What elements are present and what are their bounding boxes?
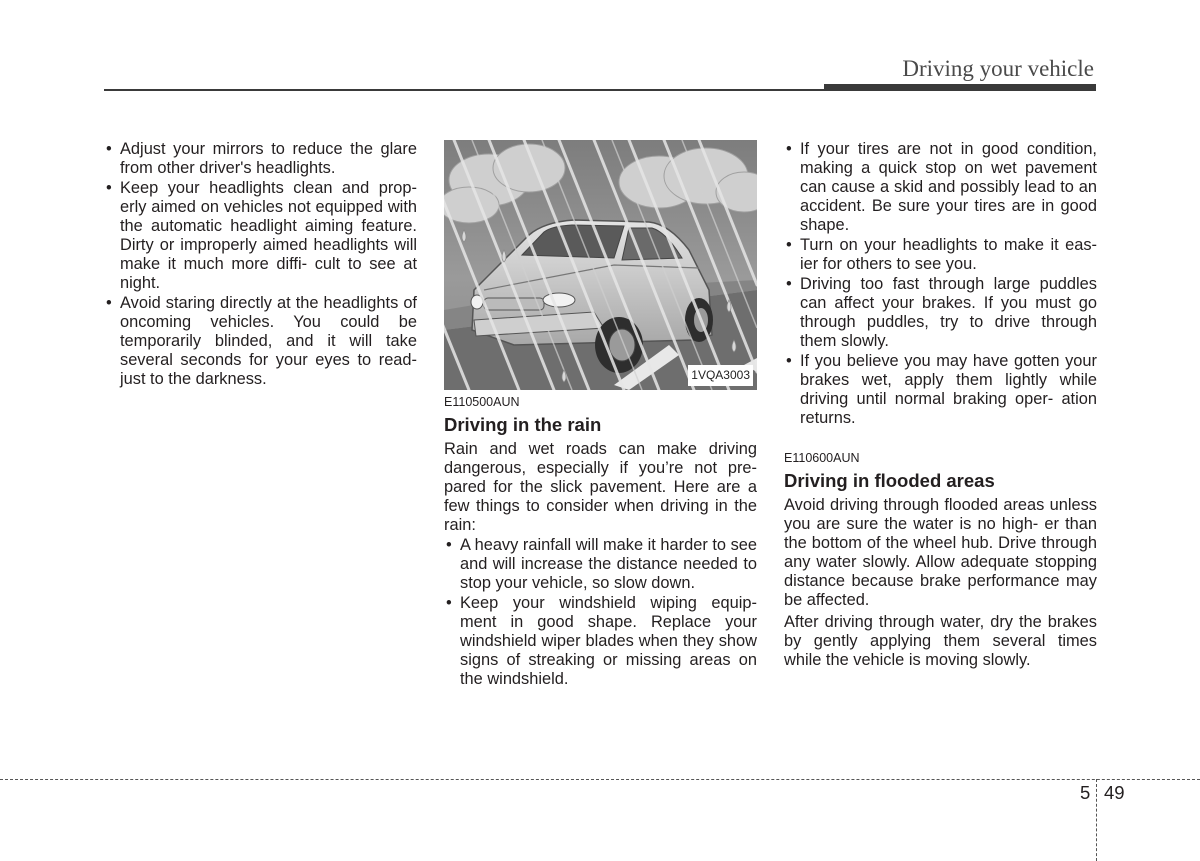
page-number: 49 (1104, 782, 1125, 803)
illustration-code: 1VQA3003 (688, 365, 753, 386)
section-heading: Driving in flooded areas (784, 470, 995, 491)
header-rule-accent (824, 84, 1096, 90)
list-item: • Turn on your headlights to make it eas- ier for others to see you. (784, 236, 1097, 274)
column-middle (444, 140, 757, 690)
bullet-list (104, 140, 417, 389)
header-title: Driving your vehicle (902, 56, 1094, 81)
footer-rule (0, 779, 1200, 780)
paragraph: Avoid driving through flooded areas unless you are sure the water is no high- er than the bottom of the wheel hub. Drive through any water slowly. Allow adequate stopping distance because brake performance may be affected. (784, 496, 1097, 609)
list-item: • Keep your windshield wiping equip- ment in good shape. Replace your windshield wiper blades when they show signs of streaking or missing areas on the windshield. (444, 594, 757, 689)
section-code: E110600AUN (784, 451, 860, 465)
rain-driving-illustration (444, 140, 757, 390)
list-item: • Driving too fast through large puddles can affect your brakes. If you must go through puddles, try to drive through them slowly. (784, 275, 1097, 351)
car-in-rain-image (444, 140, 757, 390)
column-right (784, 140, 1097, 671)
list-item: • Avoid staring directly at the headlights of oncoming vehicles. You could be temporarily blinded, and it will take several seconds for your eyes to read- just to the darkness. (104, 294, 417, 389)
bullet-list (784, 140, 1097, 428)
list-item: • If your tires are not in good condition, making a quick stop on wet pavement can cause a skid and possibly lead to an accident. Be sure your tires are in good shape. (784, 140, 1097, 235)
list-item: • If you believe you may have gotten your brakes wet, apply them lightly while driving until normal braking oper- ation returns. (784, 352, 1097, 428)
footer-divider (1096, 779, 1097, 861)
list-item: • Keep your headlights clean and prop- erly aimed on vehicles not equipped with the automatic headlight aiming feature. Dirty or improperly aimed headlights will make it much more diffi- cult to see at night. (104, 179, 417, 293)
section-heading: Driving in the rain (444, 414, 602, 435)
section-code: E110500AUN (444, 395, 520, 409)
paragraph: After driving through water, dry the brakes by gently applying them several times while the vehicle is moving slowly. (784, 613, 1097, 669)
chapter-number: 5 (1080, 782, 1091, 803)
section-intro: Rain and wet roads can make driving dangerous, especially if you’re not pre- pared for the slick pavement. Here are a few things to consider when driving in the rain: (444, 440, 757, 534)
column-left (104, 140, 417, 390)
bullet-list (444, 536, 757, 689)
list-item: • Adjust your mirrors to reduce the glare from other driver's headlights. (104, 140, 417, 178)
list-item: • A heavy rainfall will make it harder to see and will increase the distance needed to stop your vehicle, so slow down. (444, 536, 757, 593)
